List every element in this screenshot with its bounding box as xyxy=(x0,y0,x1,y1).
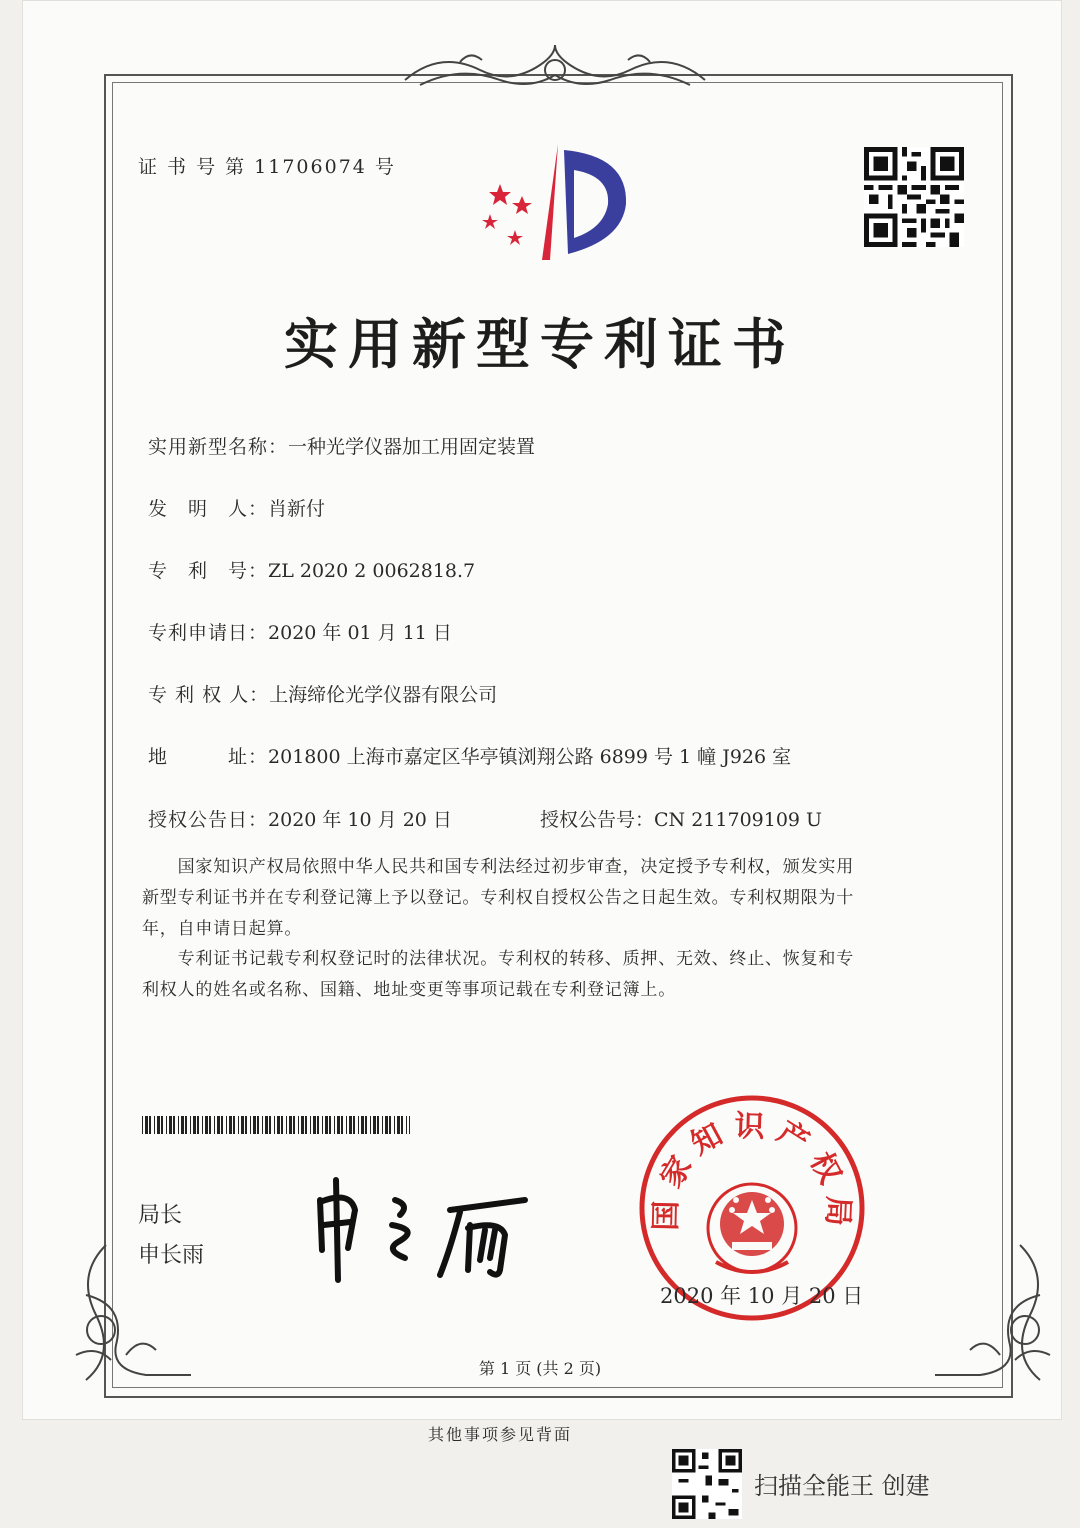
field-utility-model-name xyxy=(148,432,535,459)
cnipa-emblem-icon xyxy=(470,142,640,262)
field-label: 地 址： xyxy=(148,746,269,768)
qr-code-icon xyxy=(862,147,966,247)
handwritten-signature xyxy=(300,1170,540,1290)
field-value: 2020 年 01 月 11 日 xyxy=(268,622,452,644)
statement-paragraph-1 xyxy=(142,852,942,945)
page-number: 第 1 页 (共 2 页) xyxy=(478,1359,602,1378)
field-value: CN 211709109 U xyxy=(654,809,823,831)
scanner-app-label: 扫描全能王 创建 xyxy=(754,1472,930,1500)
certificate-title: 实用新型专利证书 xyxy=(284,312,796,376)
field-value: ZL 2020 2 0062818.7 xyxy=(268,560,476,582)
certificate-inner-border xyxy=(112,82,1003,1388)
field-label: 发 明 人： xyxy=(148,498,269,520)
certificate-number: 证 书 号 第 11706074 号 xyxy=(138,156,396,178)
field-application-date xyxy=(148,618,452,645)
paragraph-line: 专利证书记载专利权登记时的法律状况。专利权的转移、质押、无效、终止、恢复和专 xyxy=(142,949,854,969)
scanner-app-qr-icon xyxy=(672,1448,742,1520)
field-value: 2020 年 10 月 20 日 xyxy=(268,809,452,831)
paragraph-line: 新型专利证书并在专利登记簿上予以登记。专利权自授权公告之日起生效。专利权期限为十 xyxy=(142,888,854,908)
see-reverse-note: 其他事项参见背面 xyxy=(427,1425,572,1444)
field-patent-number xyxy=(148,556,475,583)
paragraph-line: 国家知识产权局依照中华人民共和国专利法经过初步审查，决定授予专利权，颁发实用 xyxy=(142,857,854,877)
statement-paragraph-2 xyxy=(142,944,942,1006)
field-inventor xyxy=(148,494,325,521)
field-patentee xyxy=(148,680,497,707)
paragraph-line: 年，自申请日起算。 xyxy=(142,919,303,939)
field-label: 专 利 号： xyxy=(148,560,269,582)
field-label: 授权公告号： xyxy=(540,809,655,831)
field-address xyxy=(148,742,791,769)
field-value: 肖新付 xyxy=(268,498,326,520)
seal-date: 2020 年 10 月 20 日 xyxy=(660,1284,864,1308)
field-value: 上海缔伦光学仪器有限公司 xyxy=(269,684,498,706)
director-title: 局长 xyxy=(138,1203,183,1228)
field-value: 一种光学仪器加工用固定装置 xyxy=(288,436,536,458)
field-label: 专利申请日： xyxy=(148,622,269,644)
top-ornament xyxy=(400,40,710,100)
field-value: 201800 上海市嘉定区华亭镇浏翔公路 6899 号 1 幢 J926 室 xyxy=(268,746,792,768)
field-label: 专 利 权 人： xyxy=(148,684,270,706)
field-label: 实用新型名称： xyxy=(148,436,289,458)
svg-text:国家知识产权局: 国家知识产权局 xyxy=(648,1108,856,1237)
field-grant-date xyxy=(148,805,452,832)
paragraph-line: 利权人的姓名或名称、国籍、地址变更等事项记载在专利登记簿上。 xyxy=(142,980,676,1000)
field-label: 授权公告日： xyxy=(148,809,269,831)
field-grant-number xyxy=(540,805,822,832)
director-name: 申长雨 xyxy=(138,1243,205,1268)
barcode-icon xyxy=(142,1116,410,1134)
